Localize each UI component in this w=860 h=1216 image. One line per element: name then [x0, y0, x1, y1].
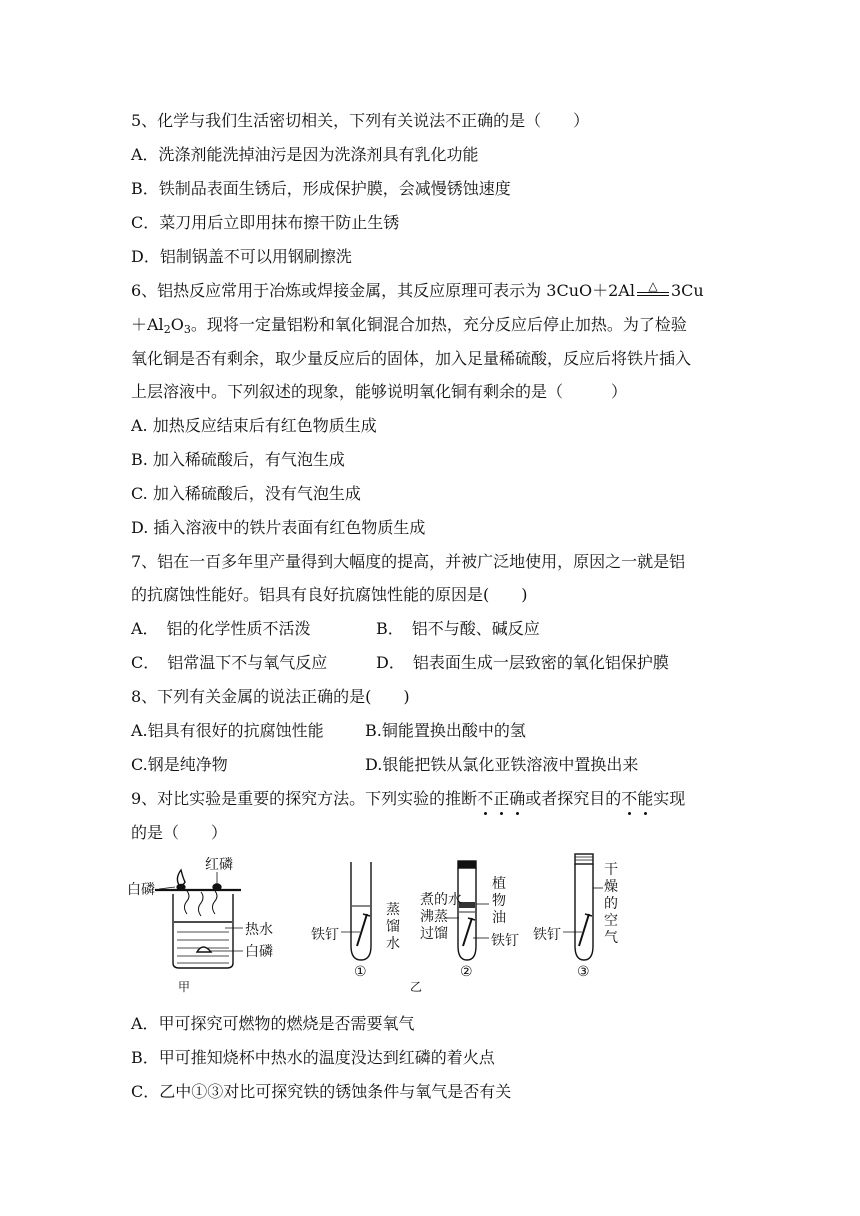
- label-nail-3: 铁钉: [533, 927, 561, 943]
- q6-formula-sub1: 2: [163, 323, 171, 336]
- q9-option-a: A．甲可探究可燃物的燃烧是否需要氧气: [131, 1014, 415, 1033]
- test-tube-1: [341, 862, 371, 960]
- label-hot-water: 热水: [245, 922, 273, 938]
- q6-stem-line-2: [131, 314, 687, 336]
- steam: [185, 891, 218, 916]
- label-dry-air: 干燥的空气: [604, 862, 618, 946]
- label-tube-3-number: ③: [577, 964, 590, 980]
- label-tube-1-number: ①: [354, 964, 367, 980]
- label-column: 煮沸过: [420, 892, 434, 942]
- q6-stem-line-3: 氧化铜是否有剩余，取少量反应后的固体，加入足量稀硫酸，反应后将铁片插入: [131, 349, 692, 368]
- flame: [177, 870, 185, 885]
- q6-formula-o: O: [170, 315, 184, 334]
- label-white-phosphorus-bottom: 白磷: [245, 944, 273, 960]
- q5-option-c: C．菜刀用后立即用抹布擦干防止生锈: [131, 213, 400, 232]
- apparatus-jia: [155, 870, 243, 968]
- q7-option-b: B． 铝不与酸、碱反应: [376, 619, 540, 638]
- q9-stem-line-2: 的是（ ）: [131, 823, 228, 842]
- q6-option-a: A. 加热反应结束后有红色物质生成: [131, 416, 377, 435]
- q8-stem: 8、下列有关金属的说法正确的是( ): [131, 687, 410, 706]
- q9-stem-text-b: 或者探究目的: [525, 789, 622, 808]
- q6-stem-line-2-text: 。现将一定量铝粉和氧化铜混合加热，充分反应后停止加热。为了检验: [190, 315, 687, 334]
- label-boiled-distilled-water: [420, 892, 462, 943]
- q6-option-b: B. 加入稀硫酸后，有气泡生成: [131, 450, 345, 469]
- label-nail-2: 铁钉: [491, 933, 519, 949]
- q8-option-c: C.钢是纯净物: [131, 755, 228, 774]
- q6-option-d: D. 插入溶液中的铁片表面有红色物质生成: [131, 518, 426, 537]
- white-phosphorus-on-plate: [177, 885, 185, 890]
- q9-emphasis-not-correct: [477, 789, 525, 808]
- nail-2: [463, 918, 472, 946]
- test-tube-3: [563, 854, 603, 960]
- q7-option-c: C． 铝常温下不与氧气反应: [131, 653, 328, 672]
- q9-stem-text-a: 9、对比实验是重要的探究方法。下列实验的推断: [131, 789, 478, 808]
- q7-option-d: D． 铝表面生成一层致密的氧化铝保护膜: [376, 653, 669, 672]
- q7-option-a: A． 铝的化学性质不活泼: [131, 619, 311, 638]
- q6-equation-left: 6、铝热反应常用于冶炼或焊接金属，其反应原理可表示为 3CuO＋2Al: [131, 281, 635, 300]
- q6-formula-prefix: ＋Al: [131, 315, 164, 334]
- label-column: 水: [448, 892, 462, 908]
- q6-equation-right: 3Cu: [670, 281, 704, 300]
- q9-stem-text-c: 实现: [653, 789, 686, 808]
- stopper-3: [575, 854, 593, 864]
- emphasis-char: 不: [477, 789, 494, 808]
- q6-formula-sub2: 3: [183, 323, 191, 336]
- equals-bar: [637, 292, 669, 296]
- leader-white-phosphorus-top: [159, 887, 175, 889]
- q6-stem-line-1: [131, 280, 704, 302]
- stopper-2: [458, 861, 476, 868]
- emphasis-char: 能: [637, 789, 654, 808]
- label-distilled-water: 蒸馏水: [386, 902, 400, 952]
- q6-stem-line-4: 上层溶液中。下列叙述的现象，能够说明氧化铜有剩余的是（ ）: [131, 382, 628, 401]
- q9-option-c: C．乙中①③对比可探究铁的锈蚀条件与氧气是否有关: [131, 1082, 512, 1101]
- q6-condition: [635, 280, 671, 302]
- q5-option-b: B．铁制品表面生锈后，形成保护膜，会减慢锈蚀速度: [131, 179, 511, 198]
- label-red-phosphorus: 红磷: [205, 857, 233, 873]
- beaker: [173, 894, 233, 968]
- red-phosphorus-on-plate: [213, 884, 221, 890]
- heat-symbol: △: [648, 279, 658, 293]
- emphasis-char: 不: [621, 789, 638, 808]
- label-vegetable-oil: 植物油: [492, 876, 506, 926]
- label-tube-2-number: ②: [460, 964, 473, 980]
- label-white-phosphorus-top: 白磷: [127, 882, 155, 898]
- q5-option-d: D．铝制锅盖不可以用钢刷擦洗: [131, 247, 352, 266]
- label-nail-1: 铁钉: [311, 927, 339, 943]
- q8-option-d: D.银能把铁从氯化亚铁溶液中置换出来: [365, 755, 639, 774]
- q5-stem: 5、化学与我们生活密切相关，下列有关说法不正确的是（ ）: [131, 111, 590, 130]
- q9-emphasis-cannot: [621, 789, 653, 808]
- nail-3: [579, 914, 589, 946]
- q9-figure: [125, 848, 645, 998]
- q5-option-a: A．洗涤剂能洗掉油污是因为洗涤剂具有乳化功能: [131, 145, 479, 164]
- q8-option-a: A.铝具有很好的抗腐蚀性能: [131, 721, 324, 740]
- q7-stem-line-1: 7、铝在一百多年里产量得到大幅度的提高，并被广泛地使用，原因之一就是铝: [131, 552, 686, 571]
- emphasis-char: 正: [493, 789, 510, 808]
- emphasis-char: 确: [509, 789, 526, 808]
- label-jia: 甲: [178, 980, 191, 994]
- q6-option-c: C. 加入稀硫酸后，没有气泡生成: [131, 484, 361, 503]
- q9-option-b: B．甲可推知烧杯中热水的温度没达到红磷的着火点: [131, 1048, 495, 1067]
- q7-stem-line-2: 的抗腐蚀性能好。铝具有良好抗腐蚀性能的原因是( ): [131, 585, 528, 604]
- q9-stem-line-1: [131, 788, 685, 810]
- nail-1: [357, 914, 367, 946]
- q8-option-b: B.铜能置换出酸中的氢: [365, 721, 526, 740]
- label-yi: 乙: [410, 980, 423, 994]
- label-column: 的蒸馏: [434, 892, 448, 942]
